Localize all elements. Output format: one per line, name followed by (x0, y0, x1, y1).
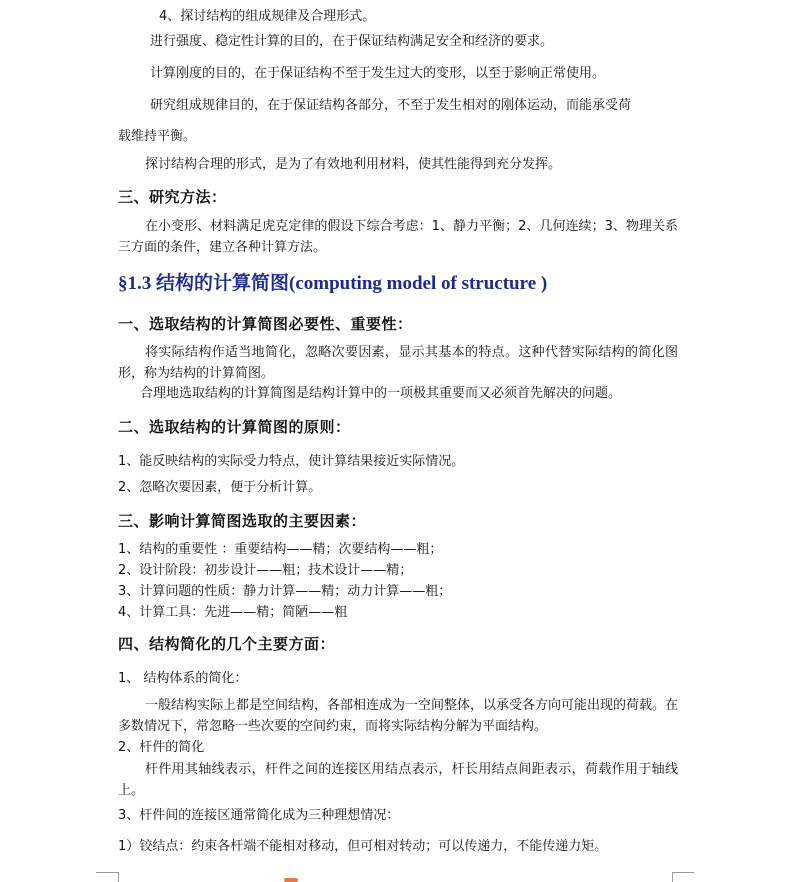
page-corner-mark-right (672, 872, 673, 882)
paragraph: 探讨结构合理的形式，是为了有效地利用材料，使其性能得到充分发挥。 (145, 157, 562, 172)
heading-3: 三、影响计算简图选取的主要因素： (118, 512, 367, 530)
heading-4: 四、结构简化的几个主要方面： (118, 635, 336, 653)
page-corner-mark-right (672, 872, 694, 873)
page-corner-mark-left (118, 872, 119, 882)
section-title: §1.3 结构的计算简图(computing model of structure ) (118, 273, 548, 294)
paragraph: 计算刚度的目的，在于保证结构不至于发生过大的变形，以至于影响正常使用。 (150, 66, 606, 81)
subheading: 3、杆件间的连接区通常简化成为三种理想情况： (118, 808, 400, 823)
paragraph: 进行强度、稳定性计算的目的，在于保证结构满足安全和经济的要求。 (150, 34, 554, 49)
decoration-mark (284, 878, 298, 882)
list-item: 3、计算问题的性质：静力计算——精；动力计算——粗； (118, 584, 452, 599)
list-item: 1）铰结点：约束各杆端不能相对移动，但可相对转动；可以传递力，不能传递力矩。 (118, 839, 608, 854)
list-item: 4、计算工具：先进——精；简陋——粗 (118, 605, 348, 620)
paragraph: 载维持平衡。 (118, 129, 197, 144)
heading-method: 三、研究方法： (118, 188, 227, 206)
paragraph: 合理地选取结构的计算简图是结构计算中的一项极其重要而又必须首先解决的问题。 (140, 386, 622, 401)
paragraph: 4、探讨结构的组成规律及合理形式。 (159, 9, 376, 24)
heading-2: 二、选取结构的计算简图的原则： (118, 418, 351, 436)
paragraph: 一般结构实际上都是空间结构，各部相连成为一空间整体，以承受各方向可能出现的荷载。在多数情况下，常忽略一些次要的空间约束，而将实际结构分解为平面结构。 (118, 698, 679, 734)
list-item: 1、能反映结构的实际受力特点，使计算结果接近实际情况。 (118, 454, 465, 469)
list-item: 1、结构的重要性 ：重要结构——精；次要结构——粗； (118, 542, 443, 557)
list-item: 2、设计阶段：初步设计——粗；技术设计——精； (118, 563, 413, 578)
paragraph: 研究组成规律目的，在于保证结构各部分，不至于发生相对的刚体运动，而能承受荷 (150, 98, 632, 113)
paragraph: 在小变形、材料满足虎克定律的假设下综合考虑：1、静力平衡；2、几何连续；3、物理关系三方面的条件，建立各种计算方法。 (118, 219, 678, 255)
paragraph: 杆件用其轴线表示，杆件之间的连接区用结点表示，杆长用结点间距表示，荷载作用于轴线上。 (118, 762, 678, 798)
list-item: 2、忽略次要因素，便于分析计算。 (118, 480, 322, 495)
subheading: 2、杆件的简化 (118, 740, 205, 755)
page-corner-mark-left (96, 872, 118, 873)
paragraph: 将实际结构作适当地简化，忽略次要因素，显示其基本的特点。这种代替实际结构的简化图形，称为结构的计算简图。 (118, 345, 678, 381)
subheading: 1、 结构体系的简化： (118, 671, 248, 686)
heading-1: 一、选取结构的计算简图必要性、重要性： (118, 315, 413, 333)
